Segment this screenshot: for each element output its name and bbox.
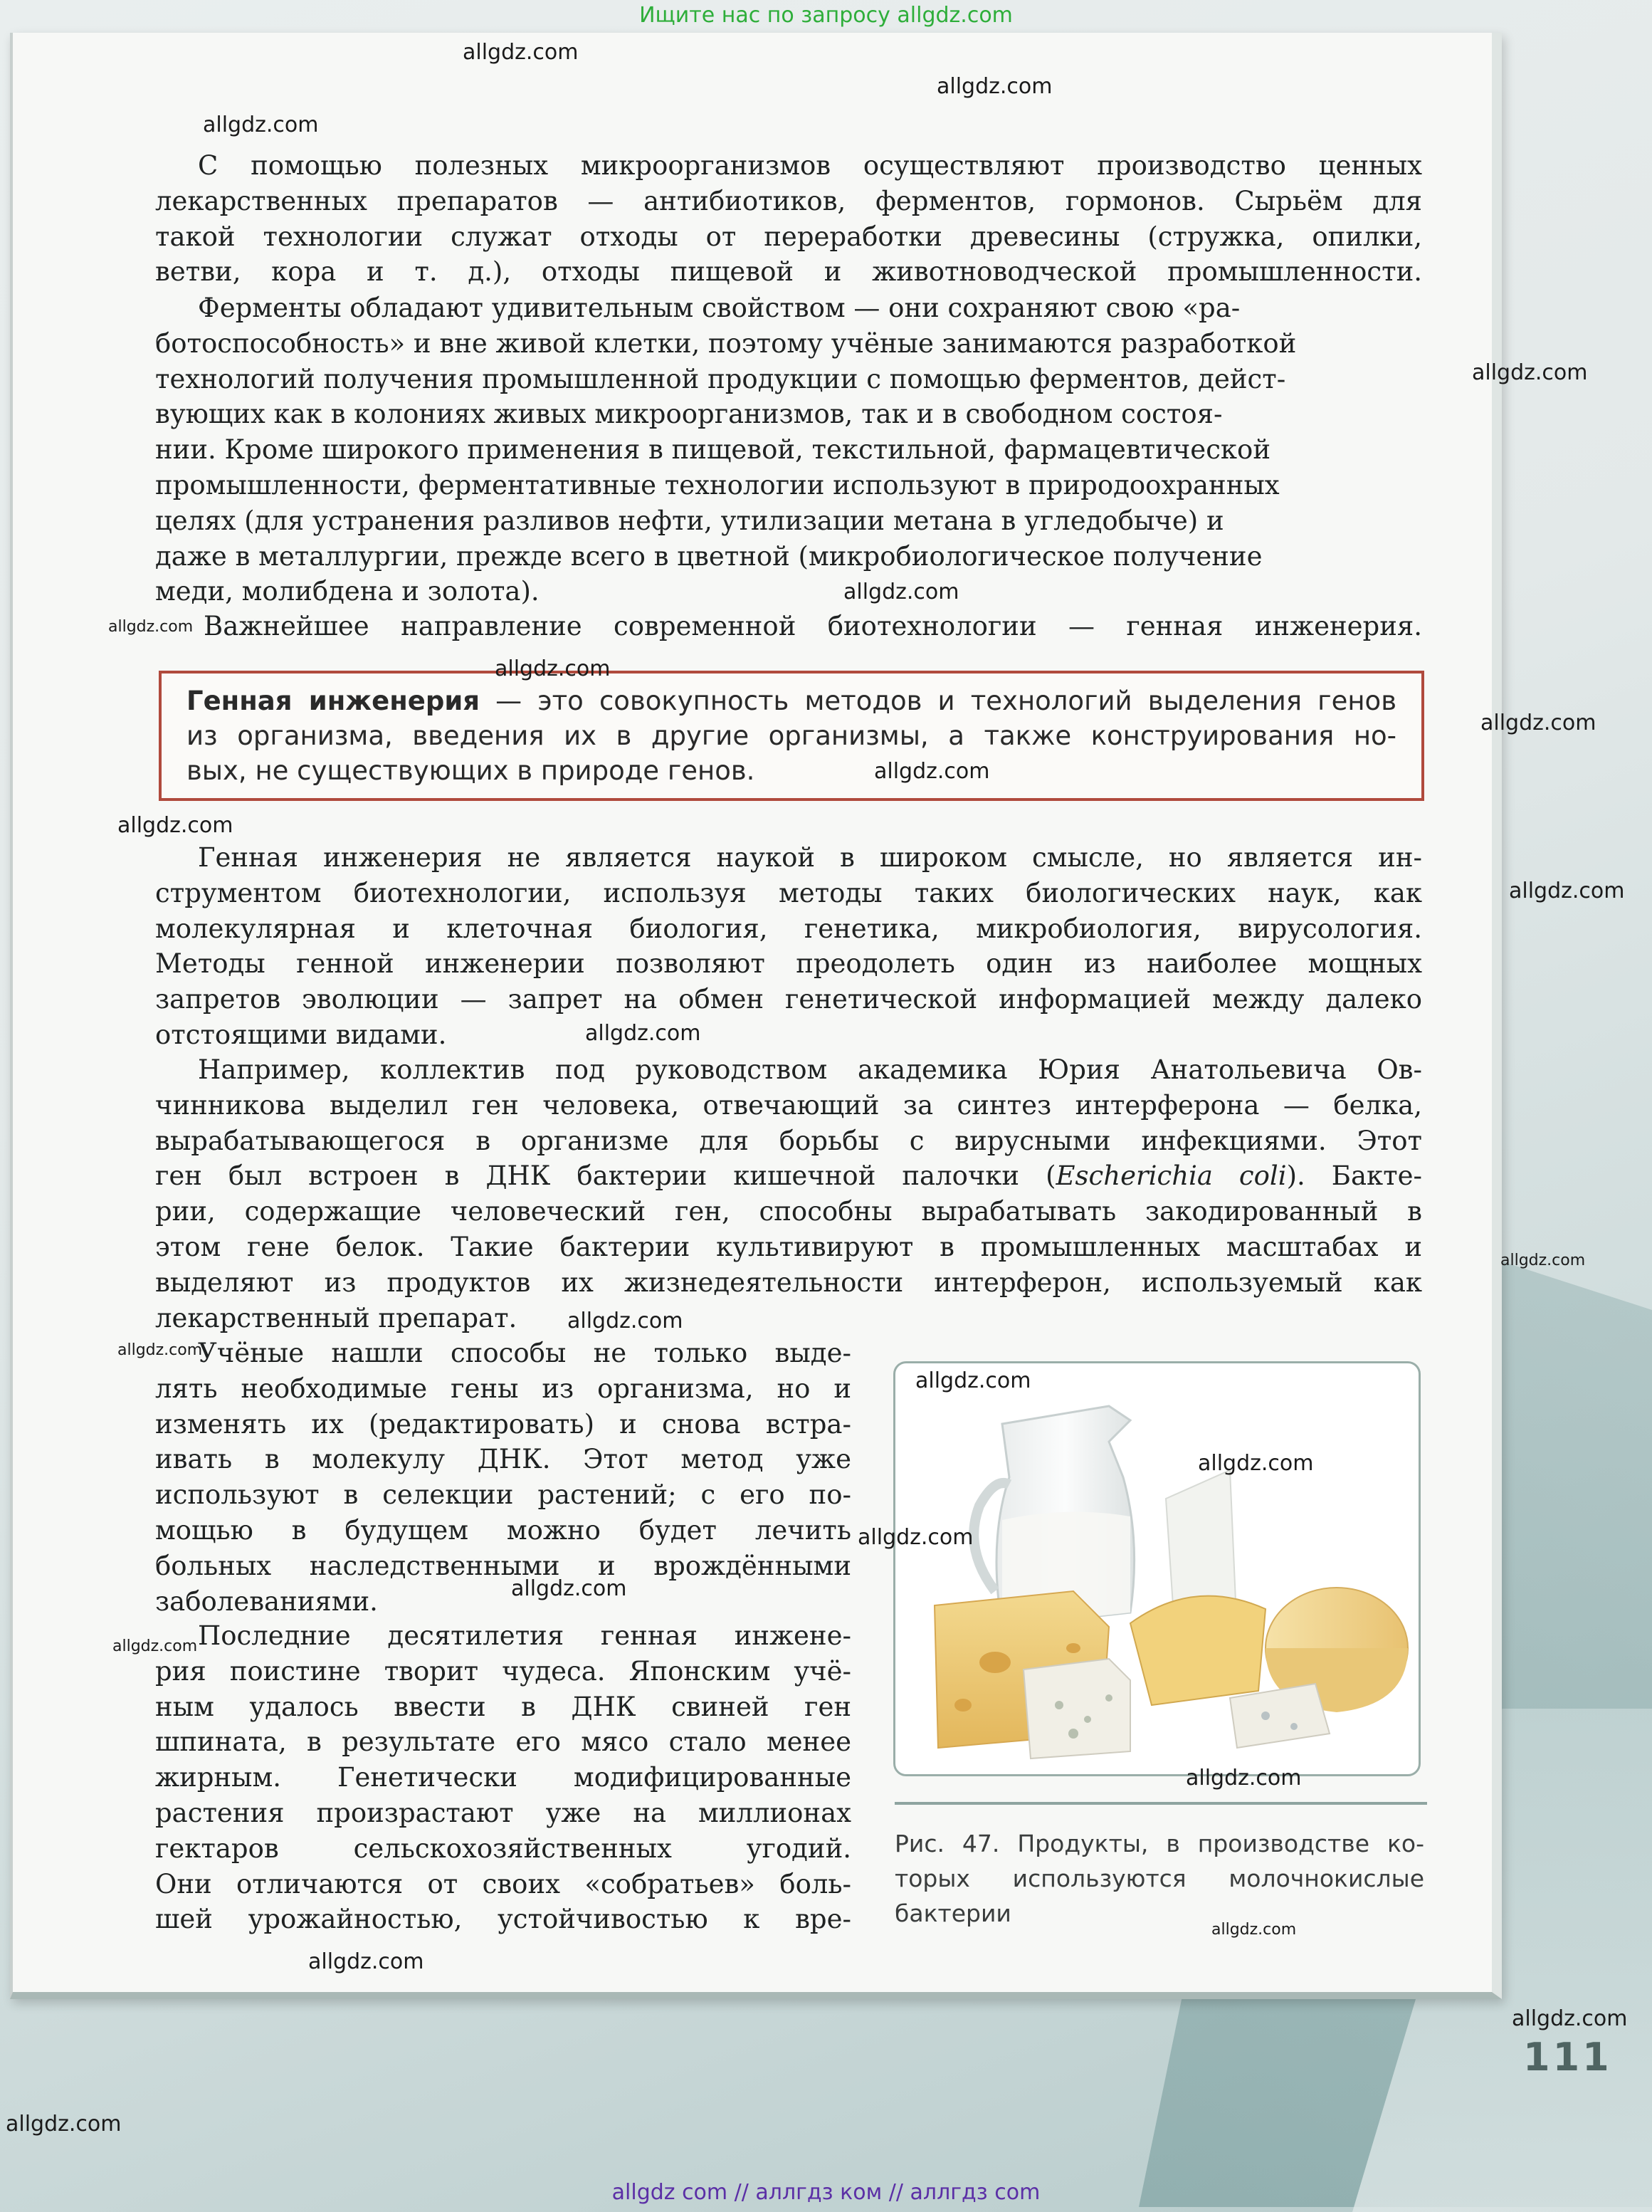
paragraph-1 xyxy=(155,148,1422,290)
watermark[interactable]: allgdz.com xyxy=(937,74,1053,99)
text-line: растения произрастают уже на миллионах xyxy=(155,1797,851,1828)
text-line xyxy=(155,1158,1422,1194)
line-text: Важнейшее направление современной биотехнологии — генная инженерия. xyxy=(204,611,1422,641)
paragraph-4 xyxy=(155,840,1422,1053)
watermark[interactable]: allgdz.com xyxy=(1509,879,1625,903)
watermark[interactable]: allgdz.com xyxy=(843,580,959,604)
watermark[interactable]: allgdz.com xyxy=(1480,711,1596,735)
text-line: отстоящими видами. xyxy=(155,1019,447,1050)
text-line: лять необходимые гены из организма, но и xyxy=(155,1373,851,1404)
text-line: молекулярная и клеточная биология, генетика, микробиология, вирусология. xyxy=(155,913,1422,944)
line-text: Ферменты обладают удивительным свойством — они сохраняют свою «ра- xyxy=(198,293,1241,323)
text-line: используют в селекции растений; с его по- xyxy=(155,1479,851,1511)
definition-line: вых, не существующих в природе генов. xyxy=(186,755,755,786)
watermark[interactable]: allgdz.com xyxy=(203,112,319,137)
text-line: ботоспособность» и вне живой клетки, поэтому учёные занимаются разработкой xyxy=(155,327,1297,359)
text-line: ивать в молекулу ДНК. Этот метод уже xyxy=(155,1444,851,1475)
watermark[interactable]: allgdz.com xyxy=(1186,1766,1302,1791)
text-line: Они отличаются от своих «собратьев» боль- xyxy=(155,1868,851,1899)
text-line: такой технологии служат отходы от переработки древесины (стружка, опилки, xyxy=(155,221,1422,252)
watermark[interactable]: allgdz.com xyxy=(915,1368,1031,1393)
text-line: рия поистине творит чудеса. Японским учё- xyxy=(155,1655,851,1687)
watermark[interactable]: allgdz.com xyxy=(585,1021,701,1046)
text-line xyxy=(155,1618,851,1654)
line-text: ген был встроен в ДНК бактерии кишечной палочки ( xyxy=(155,1160,1056,1192)
text-line: шей урожайностью, устойчивостью к вре- xyxy=(155,1904,851,1935)
page-number: 111 xyxy=(1523,2035,1612,2080)
text-line: запретов эволюции — запрет на обмен генетической информацией между далеко xyxy=(155,984,1422,1015)
watermark[interactable]: allgdz.com xyxy=(1500,1252,1586,1269)
text-line: выделяют из продуктов их жизнедеятельности интерферон, используемый как xyxy=(155,1267,1422,1298)
text-line: промышленности, ферментативные технологии используют в природоохранных xyxy=(155,469,1280,500)
bottom-banner[interactable]: allgdz com // аллгдз ком // аллгдз com xyxy=(611,2180,1041,2205)
text-line: заболеваниями. xyxy=(155,1585,378,1617)
line-text: Например, коллектив под руководством академика Юрия Анатольевича Ов- xyxy=(198,1054,1422,1085)
watermark[interactable]: allgdz.com xyxy=(1512,2006,1628,2031)
text-line: мощью в будущем можно будет лечить xyxy=(155,1514,851,1546)
text-line xyxy=(155,1052,1422,1088)
paragraph-6 xyxy=(155,1336,851,1619)
definition-term: Генная инженерия xyxy=(186,686,480,716)
text-line: изменять их (редактировать) и снова встра- xyxy=(155,1408,851,1440)
text-line: вырабатывающегося в организме для борьбы с вирусными инфекциями. Этот xyxy=(155,1125,1422,1156)
caption-line: торых используются молочнокислые xyxy=(895,1865,1424,1892)
paragraph-7 xyxy=(155,1618,851,1937)
figure-caption xyxy=(895,1826,1424,1931)
watermark[interactable]: allgdz.com xyxy=(1198,1451,1314,1476)
watermark[interactable]: allgdz.com xyxy=(858,1525,974,1550)
text-line: технологий получения промышленной продукции с помощью ферментов, дейст- xyxy=(155,363,1286,394)
text-line xyxy=(155,148,1422,184)
watermark[interactable]: allgdz.com xyxy=(117,813,233,838)
definition-line: из организма, введения их в другие организмы, а также конструирования но- xyxy=(186,720,1396,751)
watermark[interactable]: allgdz.com xyxy=(463,40,579,65)
watermark[interactable]: allgdz.com xyxy=(511,1576,627,1601)
watermark[interactable]: allgdz.com xyxy=(6,2112,122,2137)
watermark[interactable]: allgdz.com xyxy=(495,656,611,681)
line-text: Учёные нашли способы не только выде- xyxy=(198,1338,851,1368)
text-line: ным удалось ввести в ДНК свиней ген xyxy=(155,1691,851,1722)
text-line: больных наследственными и врождёнными xyxy=(155,1550,851,1581)
watermark[interactable]: allgdz.com xyxy=(1211,1921,1297,1939)
text-line: чинникова выделил ген человека, отвечающий за синтез интерферона — белка, xyxy=(155,1089,1422,1121)
line-text: С помощью полезных микроорганизмов осуществляют производство ценных xyxy=(198,150,1422,181)
watermark[interactable]: allgdz.com xyxy=(308,1949,424,1974)
caption-rule xyxy=(895,1802,1427,1805)
text-line: ветви, кора и т. д.), отходы пищевой и животноводческой промышленности. xyxy=(155,256,1422,288)
top-banner[interactable]: Ищите нас по запросу allgdz.com xyxy=(639,3,1013,28)
text-line: лекарственный препарат. xyxy=(155,1302,517,1333)
paragraph-5 xyxy=(155,1052,1422,1336)
text-line: этом гене белок. Такие бактерии культивируют в промышленных масштабах и xyxy=(155,1231,1422,1262)
text-line: жирным. Генетически модифицированные xyxy=(155,1762,851,1793)
line-text: — это совокупность методов и технологий выделения генов xyxy=(480,686,1396,716)
line-text: ). Бакте- xyxy=(1286,1160,1422,1192)
paragraph-2 xyxy=(155,290,1422,609)
watermark[interactable]: allgdz.com xyxy=(112,1637,198,1655)
text-line xyxy=(155,290,1422,326)
dairy-products-illustration xyxy=(895,1363,1421,1776)
text-line xyxy=(155,1336,851,1371)
paragraph-3 xyxy=(155,609,1422,644)
definition-line xyxy=(186,683,1396,718)
text-line xyxy=(155,609,1422,644)
text-line: вующих как в колониях живых микроорганизмов, так и в свободном состоя- xyxy=(155,399,1223,430)
line-text: Генная инженерия не является наукой в широком смысле, но является ин- xyxy=(198,842,1422,873)
text-line: меди, молибдена и золота). xyxy=(155,576,540,607)
text-line: даже в металлургии, прежде всего в цветной (микробиологическое получение xyxy=(155,540,1263,572)
text-line: рии, содержащие человеческий ген, способны вырабатывать закодированный в xyxy=(155,1196,1422,1227)
watermark[interactable]: allgdz.com xyxy=(108,618,194,636)
text-line: нии. Кроме широкого применения в пищевой, текстильной, фармацевтической xyxy=(155,434,1270,466)
text-line: шпината, в результате его мясо стало менее xyxy=(155,1726,851,1758)
figure-dairy-products xyxy=(893,1361,1421,1776)
watermark[interactable]: allgdz.com xyxy=(567,1309,683,1333)
text-line: Методы генной инженерии позволяют преодолеть один из наиболее мощных xyxy=(155,948,1422,980)
text-line xyxy=(155,840,1422,876)
watermark[interactable]: allgdz.com xyxy=(874,759,990,784)
watermark[interactable]: allgdz.com xyxy=(117,1341,203,1359)
text-line: струментом биотехнологии, используя методы таких биологических наук, как xyxy=(155,877,1422,908)
line-text: Последние десятилетия генная инжене- xyxy=(198,1620,851,1651)
caption-line: бактерии xyxy=(895,1899,1011,1927)
definition-text xyxy=(186,683,1396,788)
species-name: Escherichia coli xyxy=(1056,1160,1287,1192)
caption-line: Рис. 47. Продукты, в производстве ко- xyxy=(895,1830,1424,1857)
text-line: лекарственных препаратов — антибиотиков, ферментов, гормонов. Сырьём для xyxy=(155,185,1422,216)
text-line: целях (для устранения разливов нефти, утилизации метана в угледобыче) и xyxy=(155,505,1224,536)
watermark[interactable]: allgdz.com xyxy=(1472,360,1588,385)
text-line: гектаров сельскохозяйственных угодий. xyxy=(155,1833,851,1864)
